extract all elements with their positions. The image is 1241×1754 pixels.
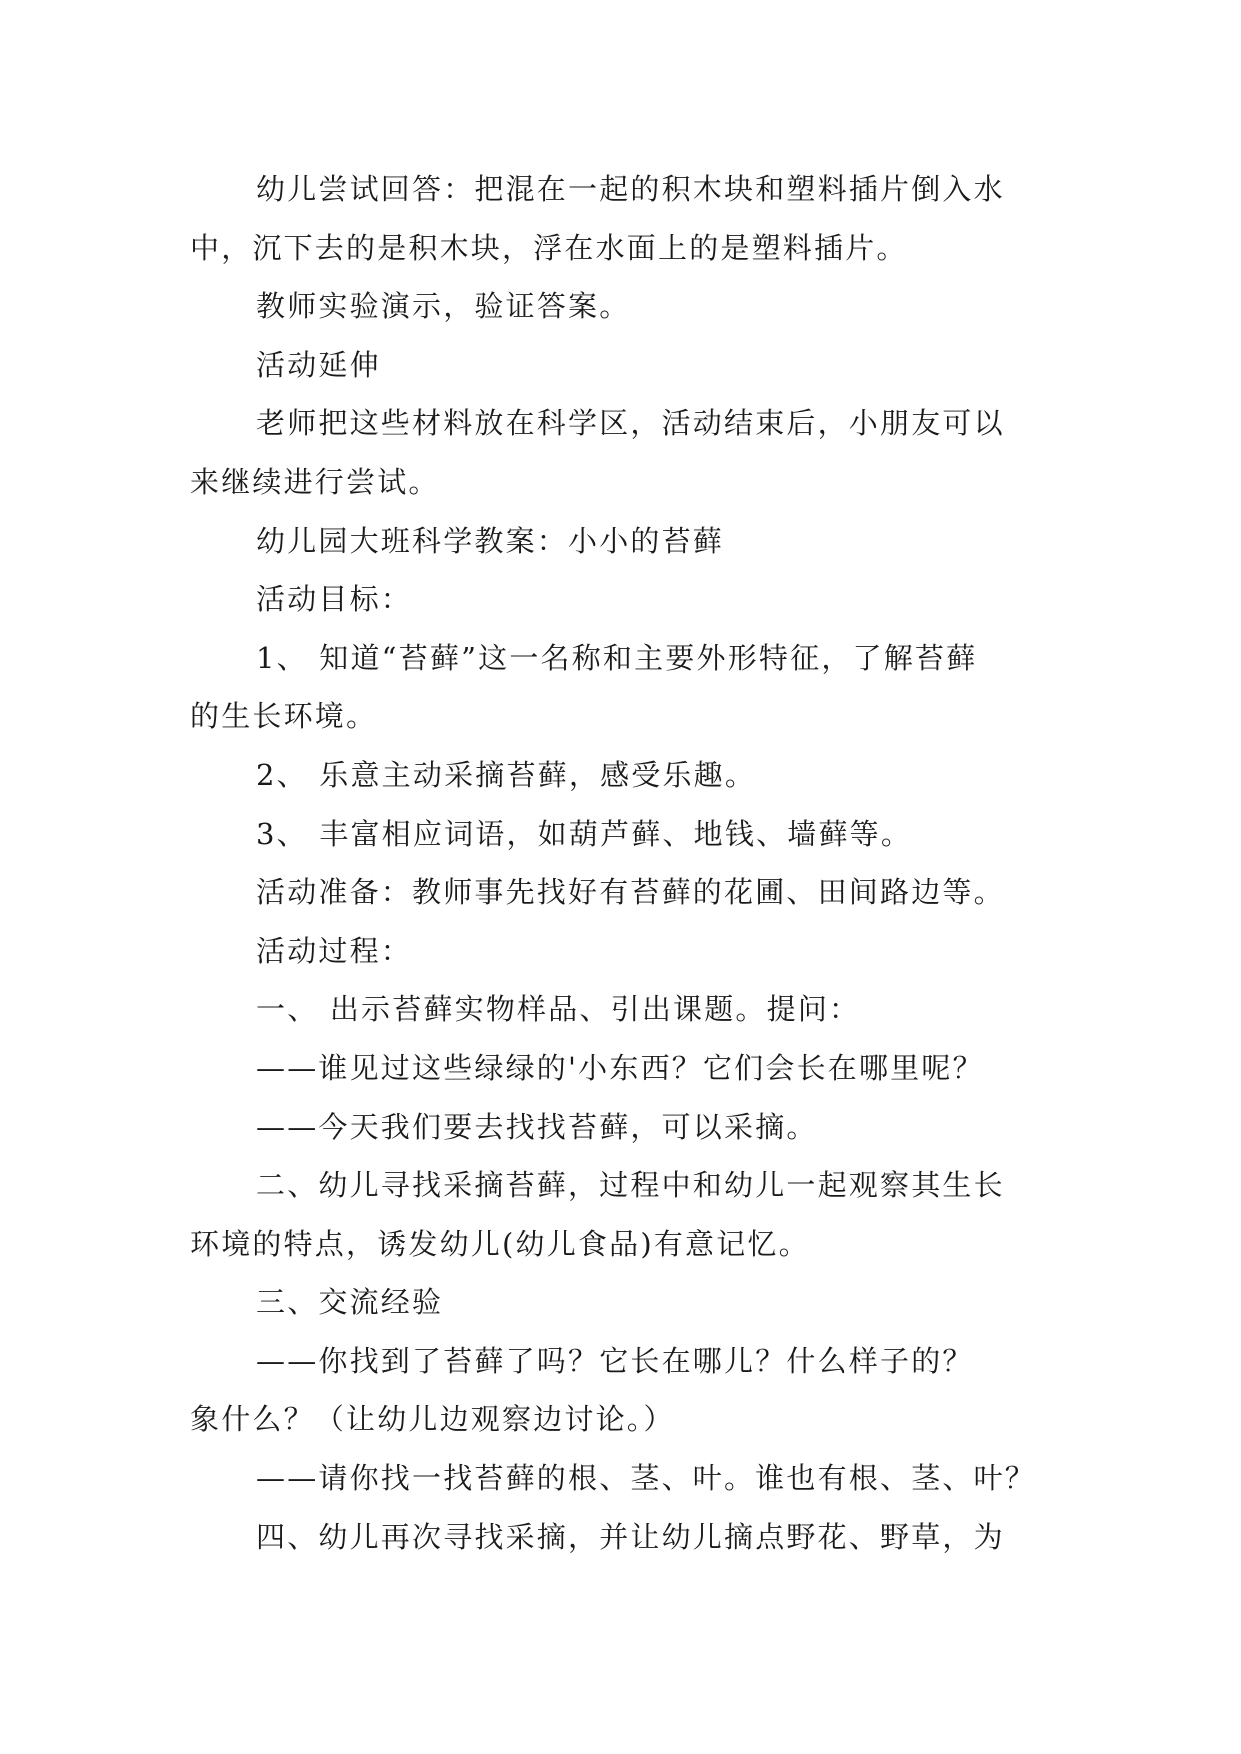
list-item: 1、 知道“苔藓”这一名称和主要外形特征，了解苔藓 xyxy=(256,640,978,675)
text-line: 幼儿尝试回答：把混在一起的积木块和塑料插片倒入水 xyxy=(256,172,1005,206)
list-item: 二、幼儿寻找采摘苔藓，过程中和幼儿一起观察其生长 xyxy=(256,1168,1005,1203)
text-line: 活动准备：教师事先找好有苔藓的花圃、田间路边等。 xyxy=(256,875,1005,910)
section-heading: 活动延伸 xyxy=(256,347,381,382)
text-line: ——谁见过这些绿绿的'小东西？它们会长在哪里呢？ xyxy=(256,1050,984,1085)
text-line: 中，沉下去的是积木块，浮在水面上的是塑料插片。 xyxy=(190,230,908,265)
list-item: 四、幼儿再次寻找采摘，并让幼儿摘点野花、野草，为 xyxy=(256,1519,1005,1554)
section-heading: 活动过程： xyxy=(256,933,413,968)
text-line: ——你找到了苔藓了吗？它长在哪儿？什么样子的？ xyxy=(256,1343,974,1378)
list-item: 3、 丰富相应词语，如葫芦藓、地钱、墙藓等。 xyxy=(256,816,913,851)
document-body xyxy=(190,160,1070,1566)
text-line: ——请你找一找苔藓的根、茎、叶。谁也有根、茎、叶？ xyxy=(256,1461,1037,1496)
text-line: 老师把这些材料放在科学区，活动结束后，小朋友可以 xyxy=(256,406,1005,441)
text-line: 教师实验演示，验证答案。 xyxy=(256,289,631,324)
text-line: 来继续进行尝试。 xyxy=(190,464,440,499)
section-heading: 活动目标： xyxy=(256,582,413,617)
text-line: 环境的特点，诱发幼儿(幼儿食品)有意记忆。 xyxy=(190,1226,810,1261)
list-item: 三、交流经验 xyxy=(256,1285,444,1320)
text-line: 的生长环境。 xyxy=(190,699,378,734)
document-title: 幼儿园大班科学教案：小小的苔藓 xyxy=(256,523,725,558)
list-item: 2、 乐意主动采摘苔藓，感受乐趣。 xyxy=(256,757,757,792)
text-line: 象什么？（让幼儿边观察边讨论。） xyxy=(190,1402,675,1437)
list-item: 一、 出示苔藓实物样品、引出课题。提问： xyxy=(256,992,861,1027)
text-line: ——今天我们要去找找苔藓，可以采摘。 xyxy=(256,1109,818,1144)
